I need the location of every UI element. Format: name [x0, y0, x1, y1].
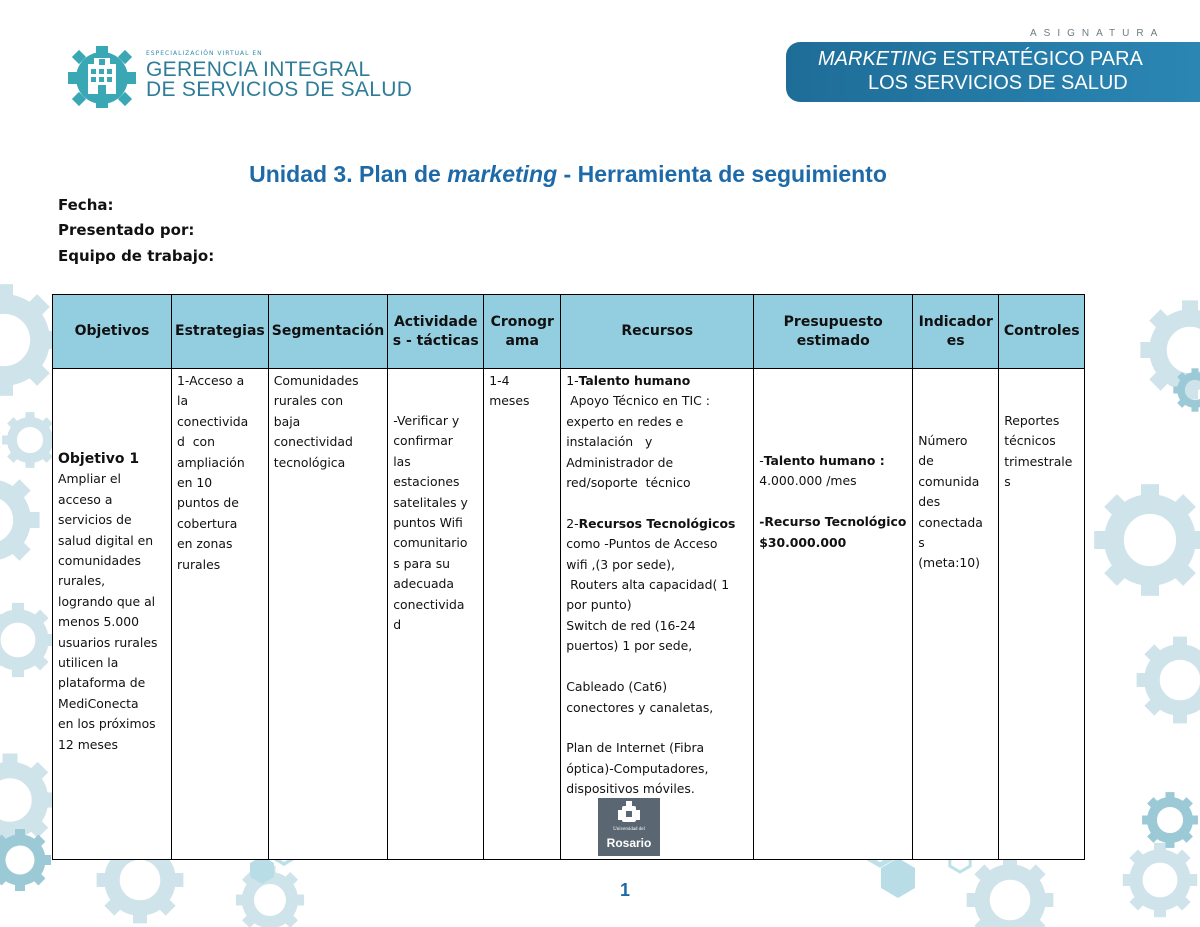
- plan-table: [52, 294, 1085, 860]
- header-segmentacion: Segmentación: [268, 295, 387, 369]
- cell-cronograma: 1-4 meses: [484, 369, 561, 860]
- cell-objetivo: Objetivo 1 Ampliar el acceso a servicios de salud digital en comunidades rurales, logrando que al menos 5.000 usuarios rurales utilicen la plataforma de MediConecta en los próximos 12 meses: [53, 369, 172, 860]
- header-presupuesto: Presupuesto estimado: [754, 295, 913, 369]
- header-objetivos: Objetivos: [53, 295, 172, 369]
- table-row: [53, 369, 1085, 860]
- asignatura-label: ASIGNATURA: [1030, 28, 1165, 39]
- cell-segmentacion: Comunidades rurales con baja conectividad tecnológica: [268, 369, 387, 860]
- logo-title-line2: DE SERVICIOS DE SALUD: [146, 78, 413, 101]
- equipo-label: Equipo de trabajo:: [58, 247, 215, 265]
- page-number: 1: [620, 880, 631, 900]
- table-header-row: [53, 295, 1085, 369]
- header-recursos: Recursos: [561, 295, 754, 369]
- cell-indicadores: Número de comunida des conectada s (meta:10): [913, 369, 999, 860]
- cell-presupuesto: -Talento humano : 4.000.000 /mes -Recurso Tecnológico $30.000.000: [754, 369, 913, 860]
- university-crest-icon: [598, 798, 660, 828]
- header-cronograma: Cronogr ama: [484, 295, 561, 369]
- course-title-line2: LOS SERVICIOS DE SALUD: [868, 72, 1128, 94]
- fecha-label: Fecha:: [58, 196, 114, 214]
- presentado-label: Presentado por:: [58, 221, 195, 239]
- course-title-line1: MARKETING ESTRATÉGICO PARA: [818, 48, 1143, 70]
- cell-actividades: -Verificar y confirmar las estaciones satelitales y puntos Wifi comunitario s para su adecuada conectivida d: [388, 369, 484, 860]
- cell-recursos: 1-Talento humano Apoyo Técnico en TIC : experto en redes e instalación y Administrador de red/soporte técnico 2-Recursos Tecnológicos como -Puntos de Acceso wifi ,(3 por sede), Routers alta capacidad( 1 por punto) Switch de red (16-24 puertos) 1 por sede, Cableado (Cat6) conectores y canaletas, Plan de Internet (Fibra óptica)-Computadores, dispositivos móviles.: [561, 369, 754, 860]
- logo-title-line1: GERENCIA INTEGRAL: [146, 58, 371, 81]
- header-indicadores: Indicador es: [913, 295, 999, 369]
- page-title: Unidad 3. Plan de marketing - Herramienta de seguimiento: [249, 161, 887, 187]
- university-label: Universidad del: [613, 827, 645, 832]
- header-controles: Controles: [999, 295, 1085, 369]
- header-actividades: Actividade s - tácticas: [388, 295, 484, 369]
- hospital-gear-icon: [66, 44, 138, 108]
- cell-controles: Reportes técnicos trimestrale s: [999, 369, 1085, 860]
- university-name: Rosario: [606, 836, 652, 850]
- header-estrategias: Estrategias: [172, 295, 269, 369]
- logo-subtitle: ESPECIALIZACIÓN VIRTUAL EN: [146, 50, 263, 57]
- cell-estrategias: 1-Acceso a la conectivida d con ampliación en 10 puntos de cobertura en zonas rurales: [172, 369, 269, 860]
